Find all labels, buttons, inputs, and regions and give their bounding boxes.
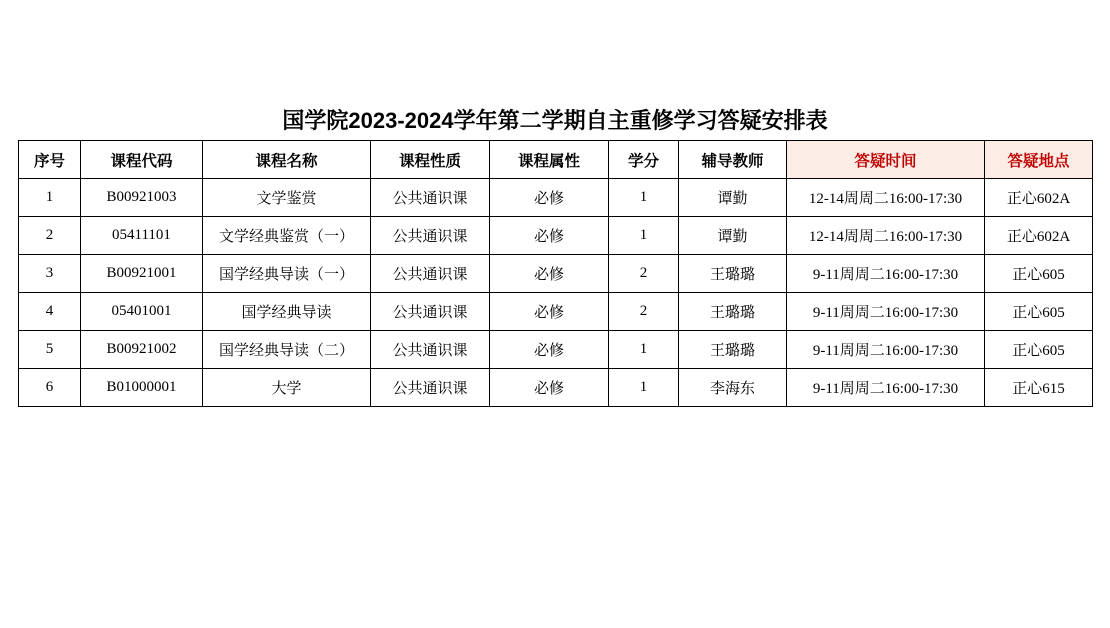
- cell-teacher: 李海东: [679, 369, 787, 407]
- column-header-name: 课程名称: [203, 141, 371, 179]
- cell-name: 文学经典鉴赏（一）: [203, 217, 371, 255]
- cell-time: 12-14周周二16:00-17:30: [787, 217, 985, 255]
- cell-time: 9-11周周二16:00-17:30: [787, 293, 985, 331]
- table-row: [19, 331, 1093, 369]
- cell-place: 正心605: [985, 331, 1093, 369]
- cell-teacher: 王璐璐: [679, 293, 787, 331]
- cell-teacher: 王璐璐: [679, 255, 787, 293]
- column-header-code: 课程代码: [81, 141, 203, 179]
- cell-time: 12-14周周二16:00-17:30: [787, 179, 985, 217]
- cell-nature: 公共通识课: [371, 179, 490, 217]
- cell-name: 大学: [203, 369, 371, 407]
- cell-credits: 2: [609, 293, 679, 331]
- cell-code: 05411101: [81, 217, 203, 255]
- schedule-table: [18, 140, 1093, 407]
- cell-index: 2: [19, 217, 81, 255]
- table-row: [19, 217, 1093, 255]
- cell-place: 正心605: [985, 293, 1093, 331]
- schedule-table-container: [18, 140, 1092, 407]
- cell-place: 正心605: [985, 255, 1093, 293]
- cell-teacher: 王璐璐: [679, 331, 787, 369]
- table-row: [19, 293, 1093, 331]
- cell-attribute: 必修: [490, 369, 609, 407]
- cell-credits: 2: [609, 255, 679, 293]
- cell-index: 3: [19, 255, 81, 293]
- cell-attribute: 必修: [490, 255, 609, 293]
- cell-index: 5: [19, 331, 81, 369]
- column-header-teacher: 辅导教师: [679, 141, 787, 179]
- cell-code: B00921002: [81, 331, 203, 369]
- cell-name: 国学经典导读（一）: [203, 255, 371, 293]
- cell-credits: 1: [609, 217, 679, 255]
- cell-nature: 公共通识课: [371, 369, 490, 407]
- cell-nature: 公共通识课: [371, 331, 490, 369]
- cell-index: 1: [19, 179, 81, 217]
- cell-name: 国学经典导读（二）: [203, 331, 371, 369]
- cell-attribute: 必修: [490, 217, 609, 255]
- cell-credits: 1: [609, 179, 679, 217]
- cell-attribute: 必修: [490, 293, 609, 331]
- cell-index: 4: [19, 293, 81, 331]
- cell-time: 9-11周周二16:00-17:30: [787, 369, 985, 407]
- column-header-index: 序号: [19, 141, 81, 179]
- cell-place: 正心602A: [985, 179, 1093, 217]
- cell-credits: 1: [609, 369, 679, 407]
- cell-nature: 公共通识课: [371, 217, 490, 255]
- column-header-place: 答疑地点: [985, 141, 1093, 179]
- cell-name: 国学经典导读: [203, 293, 371, 331]
- cell-name: 文学鉴赏: [203, 179, 371, 217]
- cell-index: 6: [19, 369, 81, 407]
- cell-code: B00921003: [81, 179, 203, 217]
- column-header-attribute: 课程属性: [490, 141, 609, 179]
- column-header-time: 答疑时间: [787, 141, 985, 179]
- cell-time: 9-11周周二16:00-17:30: [787, 331, 985, 369]
- cell-code: B01000001: [81, 369, 203, 407]
- cell-place: 正心615: [985, 369, 1093, 407]
- cell-nature: 公共通识课: [371, 293, 490, 331]
- table-row: [19, 255, 1093, 293]
- cell-code: B00921001: [81, 255, 203, 293]
- cell-teacher: 谭勤: [679, 217, 787, 255]
- column-header-credits: 学分: [609, 141, 679, 179]
- cell-nature: 公共通识课: [371, 255, 490, 293]
- table-row: [19, 179, 1093, 217]
- cell-teacher: 谭勤: [679, 179, 787, 217]
- table-header-row: [19, 141, 1093, 179]
- cell-time: 9-11周周二16:00-17:30: [787, 255, 985, 293]
- column-header-nature: 课程性质: [371, 141, 490, 179]
- cell-place: 正心602A: [985, 217, 1093, 255]
- page-title: 国学院2023-2024学年第二学期自主重修学习答疑安排表: [282, 108, 828, 133]
- cell-credits: 1: [609, 331, 679, 369]
- table-row: [19, 369, 1093, 407]
- cell-attribute: 必修: [490, 331, 609, 369]
- cell-attribute: 必修: [490, 179, 609, 217]
- cell-code: 05401001: [81, 293, 203, 331]
